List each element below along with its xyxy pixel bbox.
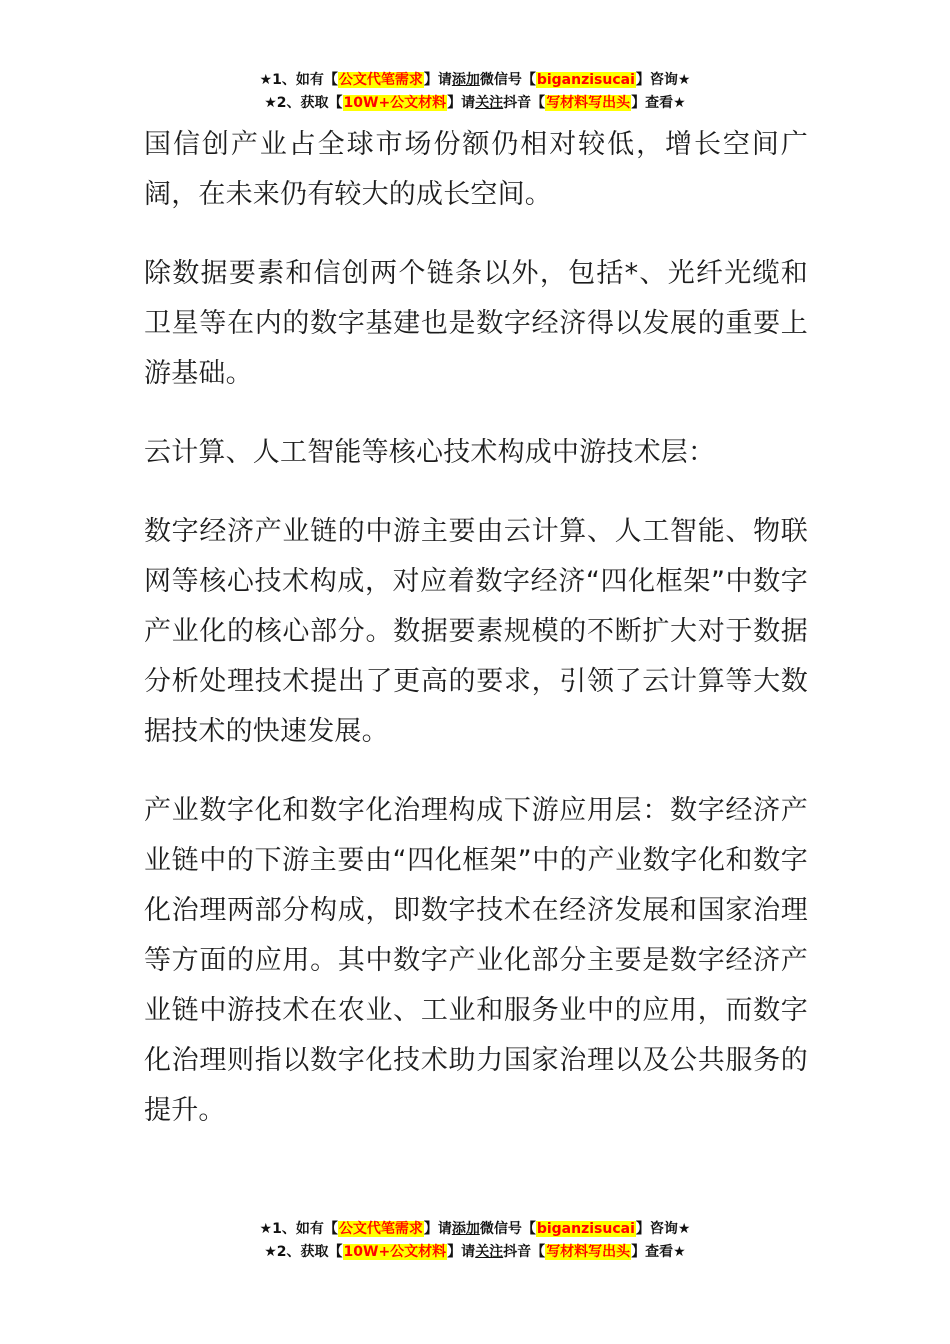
banner-highlight: 写材料写出头 (546, 1244, 631, 1260)
banner-underlined: 添加 (451, 72, 480, 88)
banner-text: 】请 (423, 1221, 452, 1237)
banner-underlined: 添加 (451, 1221, 480, 1237)
footer-banner (0, 1218, 950, 1264)
banner-text: 】请 (447, 95, 476, 111)
section-heading: 云计算、人工智能等核心技术构成中游技术层： (144, 437, 716, 468)
banner-line-2 (0, 92, 950, 115)
banner-text: 】咨询★ (635, 72, 691, 88)
banner-text: 】查看★ (631, 95, 686, 111)
paragraph: 数字经济产业链的中游主要由云计算、人工智能、物联网等核心技术构成，对应着数字经济“四化框架”中数字产业化的核心部分。数据要素规模的不断扩大对于数据分析处理技术提出了更高的要求，引领了云计算等大数据技术的快速发展。 (144, 516, 808, 747)
paragraph: 除数据要素和信创两个链条以外，包括*、光纤光缆和卫星等在内的数字基建也是数字经济得以发展的重要上游基础。 (144, 258, 808, 389)
banner-highlight: 公文代笔需求 (338, 72, 423, 88)
header-banner (0, 69, 950, 115)
banner-text: 】查看★ (631, 1244, 686, 1260)
document-body (144, 120, 808, 1165)
banner-line-1 (0, 1218, 950, 1241)
banner-text: ★1、如有【 (259, 72, 338, 88)
paragraph: 产业数字化和数字化治理构成下游应用层：数字经济产业链中的下游主要由“四化框架”中的产业数字化和数字化治理两部分构成，即数字技术在经济发展和国家治理等方面的应用。其中数字产业化部分主要是数字经济产业链中游技术在农业、工业和服务业中的应用，而数字化治理则指以数字化技术助力国家治理以及公共服务的提升。 (144, 795, 808, 1126)
banner-text: 】请 (423, 72, 452, 88)
banner-text: 微信号【 (479, 1221, 536, 1237)
banner-highlight: biganzisucai (536, 72, 635, 88)
banner-text: ★1、如有【 (259, 1221, 338, 1237)
banner-highlight: biganzisucai (536, 1221, 635, 1237)
banner-text: 】请 (447, 1244, 476, 1260)
banner-text: 抖音【 (503, 95, 546, 111)
banner-line-1 (0, 69, 950, 92)
banner-text: ★2、获取【 (264, 1244, 343, 1260)
banner-highlight: 10W+公文材料 (343, 1244, 447, 1260)
banner-text: 微信号【 (479, 72, 536, 88)
banner-text: ★2、获取【 (264, 95, 343, 111)
banner-highlight: 写材料写出头 (546, 95, 631, 111)
banner-highlight: 10W+公文材料 (343, 95, 447, 111)
banner-underlined: 关注 (475, 95, 504, 111)
paragraph: 国信创产业占全球市场份额仍相对较低，增长空间广阔，在未来仍有较大的成长空间。 (144, 129, 808, 210)
banner-underlined: 关注 (475, 1244, 504, 1260)
banner-highlight: 公文代笔需求 (338, 1221, 423, 1237)
banner-text: 】咨询★ (635, 1221, 691, 1237)
banner-line-2 (0, 1241, 950, 1264)
banner-text: 抖音【 (503, 1244, 546, 1260)
